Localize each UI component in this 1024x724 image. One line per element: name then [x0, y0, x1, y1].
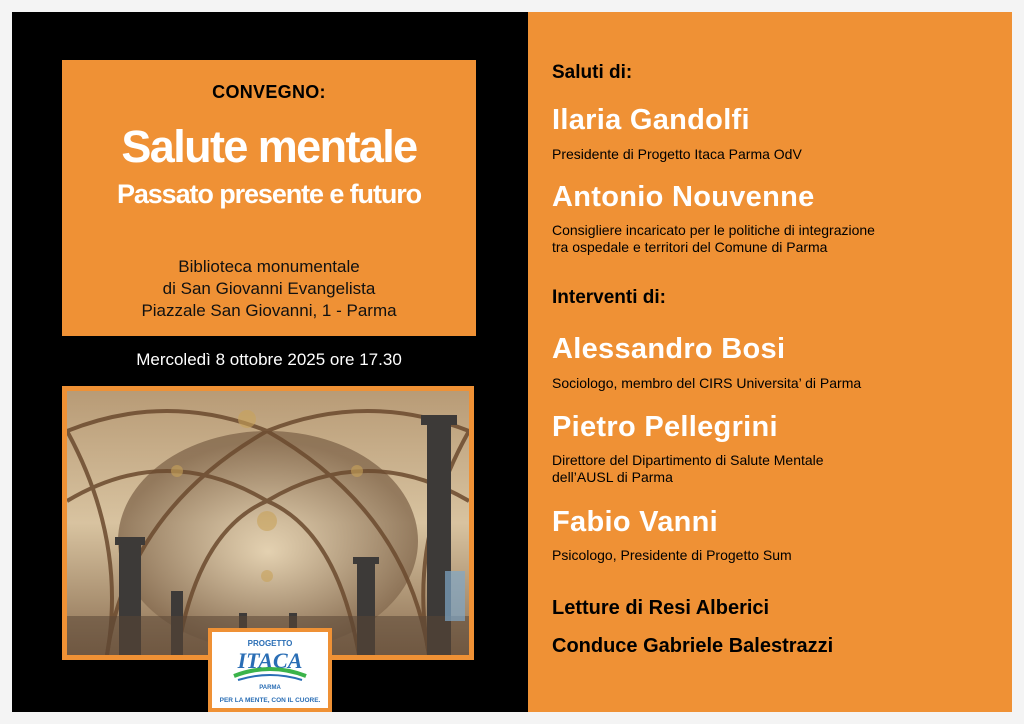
library-ceiling-image — [67, 391, 469, 655]
venue-line: Piazzale San Giovanni, 1 - Parma — [141, 301, 397, 320]
greeting-name: Ilaria Gandolfi — [552, 104, 750, 136]
logo-tagline-text: PER LA MENTE, CON IL CUORE. — [219, 697, 321, 704]
greeting-name: Antonio Nouvenne — [552, 181, 815, 213]
library-photo-frame — [62, 386, 474, 660]
greeting-role: Consigliere incaricato per le politiche di integrazione — [552, 222, 875, 238]
logo-city-text: PARMA — [259, 685, 281, 691]
venue-line: di San Giovanni Evangelista — [162, 279, 376, 298]
event-subtitle: Passato presente e futuro — [116, 179, 422, 209]
itaca-logo — [208, 628, 332, 712]
venue-line: Biblioteca monumentale — [178, 257, 360, 276]
logo-name-text: ITACA — [237, 648, 303, 673]
greeting-role: Presidente di Progetto Itaca Parma OdV — [552, 146, 802, 162]
title-box — [62, 60, 476, 336]
readings-line: Letture di Resi Alberici — [552, 597, 770, 619]
event-title: Salute mentale — [121, 121, 417, 172]
speaker-role: Direttore del Dipartimento di Salute Mentale — [552, 452, 824, 468]
moderator-line: Conduce Gabriele Balestrazzi — [552, 635, 834, 657]
speaker-role: Sociologo, membro del CIRS Universita’ di Parma — [552, 375, 862, 391]
greetings-heading: Saluti di: — [552, 62, 633, 83]
logo-top-text: PROGETTO — [247, 639, 293, 648]
speaker-name: Pietro Pellegrini — [552, 411, 778, 443]
talks-heading: Interventi di: — [552, 287, 667, 308]
venue — [62, 256, 476, 322]
speaker-role: Psicologo, Presidente di Progetto Sum — [552, 547, 792, 563]
speaker-name: Fabio Vanni — [552, 506, 719, 538]
itaca-logo-graphic — [212, 632, 328, 708]
speaker-name: Alessandro Bosi — [552, 333, 786, 365]
greeting-role: tra ospedale e territori del Comune di Parma — [552, 239, 828, 255]
speaker-role: dell’AUSL di Parma — [552, 469, 673, 485]
event-kicker: CONVEGNO: — [212, 82, 326, 102]
event-date: Mercoledì 8 ottobre 2025 ore 17.30 — [136, 350, 402, 369]
